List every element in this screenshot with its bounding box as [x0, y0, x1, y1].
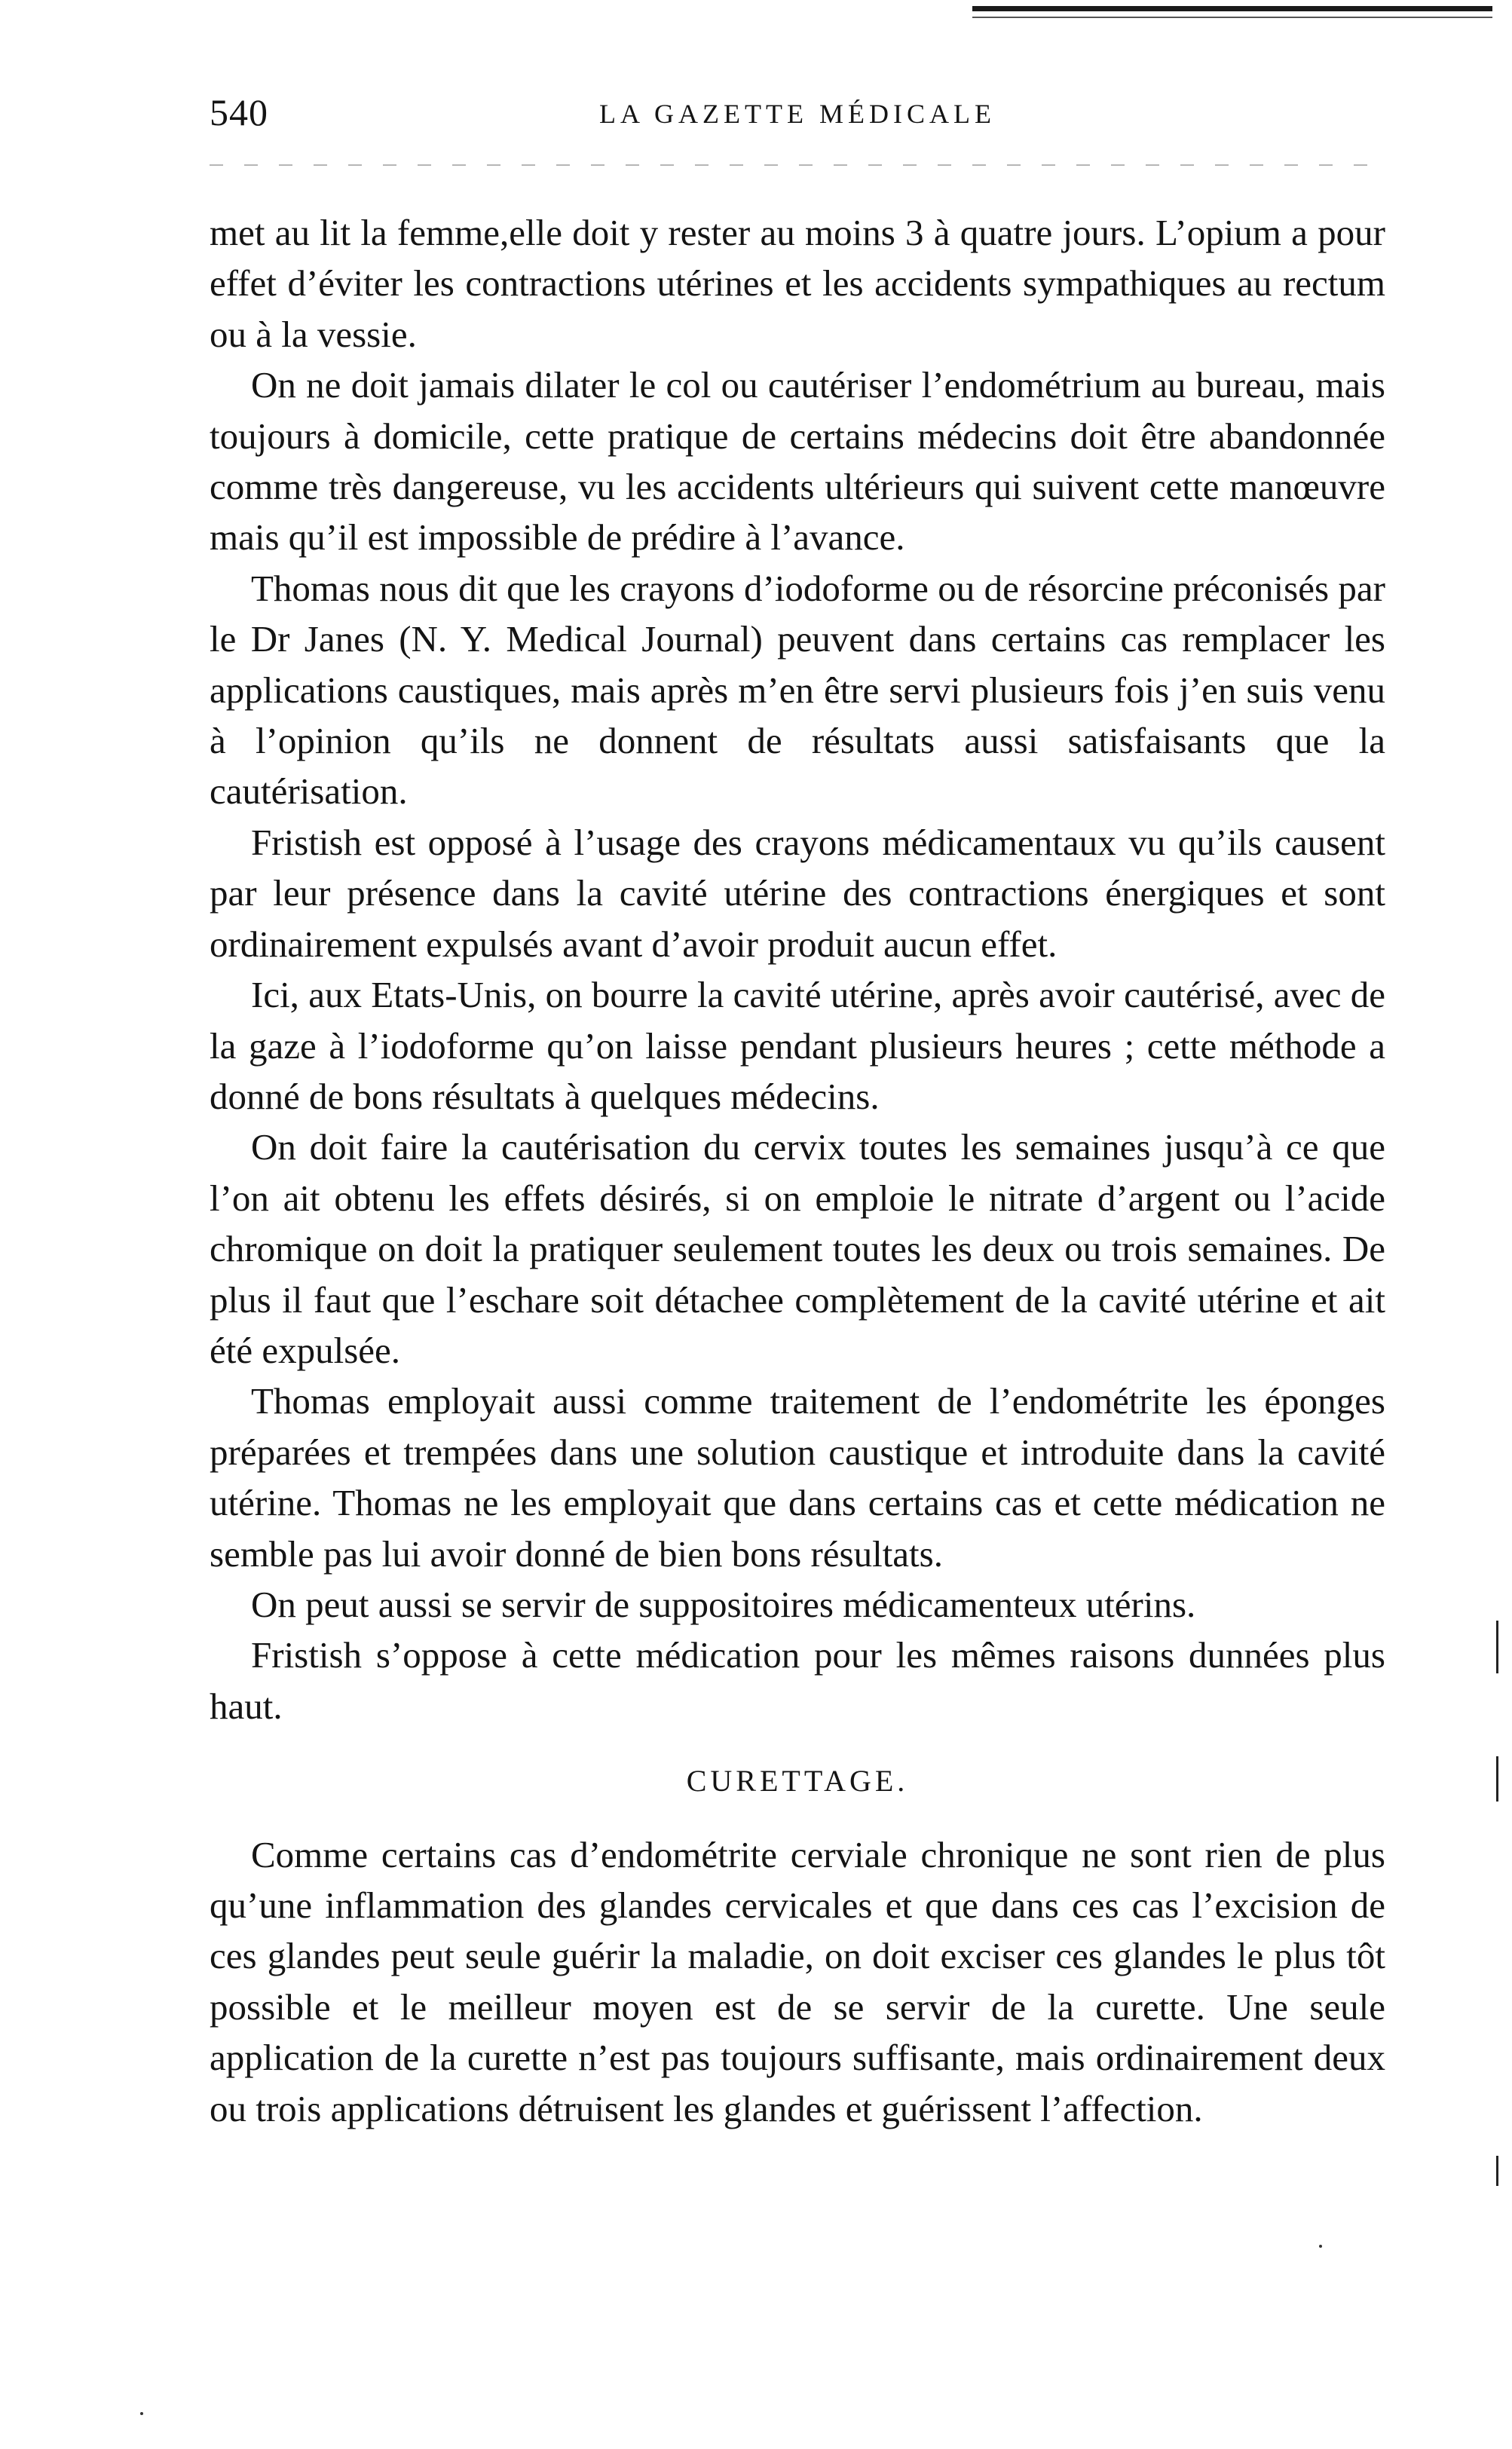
scan-speck [140, 2412, 143, 2415]
paragraph-6: On doit faire la cautérisation du cervix toutes les semaines jusqu’à ce que l’on ait obtenu les effets désirés, si on emploie le nitrate d’argent ou l’acide chromique on doit la pratiquer seulement toutes les deux ou trois semaines. De plus il faut que l’eschare soit détachee complètement de la cavité utérine et ait été expulsée. [210, 1126, 1385, 1371]
page-header [210, 90, 1385, 151]
page-number: 540 [210, 91, 268, 133]
scan-edge-mark [1496, 1621, 1498, 1673]
section-paragraph-1: Comme certains cas d’endométrite cerviale chronique ne sont rien de plus qu’une inflammation des glandes cervicales et que dans ces cas l’excision de ces glandes peut seule guérir la maladie, on doit exciser ces glandes le plus tôt possible et le meilleur moyen est de se servir de la curette. Une seule application de la curette n’est pas toujours suffisante, mais ordinairement deux ou trois applications détruisent les glandes et guérissent l’affection. [210, 1833, 1385, 2129]
top-edge-rule [972, 6, 1492, 11]
paragraph-2: On ne doit jamais dilater le col ou cautériser l’endométrium au bureau, mais toujours à domicile, cette pratique de certains médecins doit être abandonnée comme très dangereuse, vu les accidents ultérieurs qui suivent cette manœuvre mais qu’il est impossible de prédire à l’avance. [210, 364, 1385, 559]
paragraph-7: Thomas employait aussi comme traitement de l’endométrite les éponges préparées et trempées dans une solution caustique et introduite dans la cavité utérine. Thomas ne les employait que dans certains cas et cette médication ne semble pas lui avoir donné de bien bons résultats. [210, 1380, 1385, 1575]
scan-edge-mark [1496, 2156, 1498, 2186]
page-body [210, 207, 1385, 2134]
scan-speck [1319, 2245, 1322, 2248]
paragraph-9: Fristish s’oppose à cette médication pour les mêmes raisons dunnées plus haut. [210, 1634, 1385, 1727]
paragraph-3: Thomas nous dit que les crayons d’iodoforme ou de résorcine préconisés par le Dr Janes (N. Y. Medical Journal) peuvent dans certains cas remplacer les applications caustiques, mais après m’en être servi plusieurs fois j’en suis venu à l’opinion qu’ils ne donnent de résultats aussi satisfaisants que la cautérisation. [210, 567, 1385, 813]
section-heading: CURETTAGE. [686, 1764, 909, 1798]
running-title: LA GAZETTE MÉDICALE [599, 99, 996, 129]
scan-edge-mark [1496, 1756, 1498, 1802]
paragraph-1: met au lit la femme,elle doit y rester au moins 3 à quatre jours. L’opium a pour effet d’éviter les contractions utérines et les accidents sympathiques au rectum ou à la vessie. [210, 212, 1385, 355]
paragraph-5: Ici, aux Etats-Unis, on bourre la cavité utérine, après avoir cautérisé, avec de la gaze à l’iodoforme qu’on laisse pendant plusieurs heures ; cette méthode a donné de bons résultats à quelques médecins. [210, 974, 1385, 1117]
header-divider [210, 164, 1385, 166]
paragraph-8: On peut aussi se servir de suppositoires médicamenteux utérins. [251, 1583, 1196, 1625]
paragraph-4: Fristish est opposé à l’usage des crayons médicamentaux vu qu’ils causent par leur présence dans la cavité utérine des contractions énergiques et sont ordinairement expulsés avant d’avoir produit aucun effet. [210, 821, 1385, 965]
top-edge-thin-rule [972, 17, 1492, 18]
